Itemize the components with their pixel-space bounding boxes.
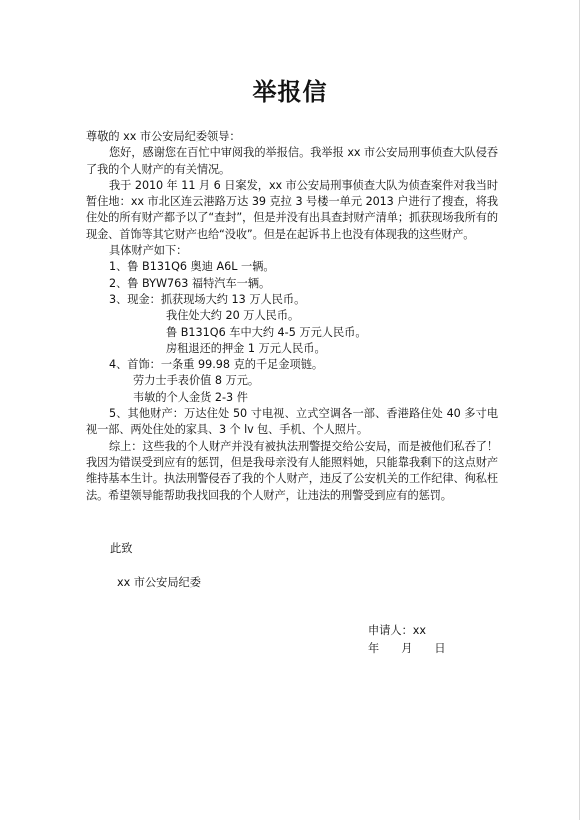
date-day: 日	[434, 642, 446, 655]
closing-salute: 此致	[110, 542, 133, 555]
property-item-4: 4、首饰：一条重 99.98 克的千足金项链。	[109, 358, 324, 372]
date-year: 年	[368, 642, 380, 655]
property-item-1: 1、鲁 B131Q6 奥迪 A6L 一辆。	[109, 260, 275, 274]
property-item-4-gold: 韦敏的个人金货 2-3 件	[133, 390, 248, 404]
letter-title: 举报信	[252, 78, 328, 106]
property-item-2: 2、鲁 BYW763 福特汽车一辆。	[109, 276, 271, 290]
date-month: 月	[401, 642, 413, 655]
intro-paragraph: 您好，感谢您在百忙中审阅我的举报信。我举报 xx 市公安局刑事侦查大队侵吞了我的个人财产的有关情况。	[86, 146, 498, 176]
property-item-3-car: 鲁 B131Q6 车中大约 4-5 万元人民币。	[166, 325, 367, 339]
closing-recipient: xx 市公安局纪委	[117, 576, 201, 589]
conclusion-paragraph: 综上：这些我的个人财产并没有被执法刑警提交给公安局，而是被他们私吞了！我因为错误受到应有的惩罚，但是我母亲没有人能照料她，只能靠我剩下的这点财产维持基本生计。执法刑警侵吞了我的个人财产，违反了公安机关的工作纪律、徇私枉法。希望领导能帮助我找回我的个人财产，让违法的刑警受到应有的惩罚。	[86, 439, 498, 502]
property-item-3-residence: 我住处大约 20 万人民币。	[166, 309, 300, 323]
property-item-5: 5、其他财产：万达住处 50 寸电视、立式空调各一部、香港路住处 40 多寸电视一部、两处住处的家具、3 个 lv 包、手机、个人照片。	[86, 407, 498, 437]
letter-body	[86, 129, 498, 504]
property-item-3-deposit: 房租退还的押金 1 万元人民币。	[166, 341, 326, 355]
property-item-3: 3、现金：抓获现场大约 13 万人民币。	[109, 292, 306, 306]
property-list-heading: 具体财产如下：	[109, 244, 188, 258]
applicant-signature: 申请人：xx	[368, 624, 426, 637]
signature-date	[368, 641, 446, 657]
property-item-4-watch: 劳力士手表价值 8 万元。	[133, 374, 260, 388]
greeting: 尊敬的 xx 市公安局纪委领导：	[86, 130, 241, 143]
incident-paragraph: 我于 2010 年 11 月 6 日案发，xx 市公安局刑事侦查大队为侦查案件对我当时暂住地：xx 市北区连云港路万达 39 克拉 3 号楼一单元 2013 户进行了搜查，将我住处的所有财产都予以了“查封”，但是并没有出具查封财产清单；抓获现场我所有的现金、首饰等其它财产也给“没收”。但是在起诉书上也没有体现我的这些财产。	[86, 178, 498, 241]
